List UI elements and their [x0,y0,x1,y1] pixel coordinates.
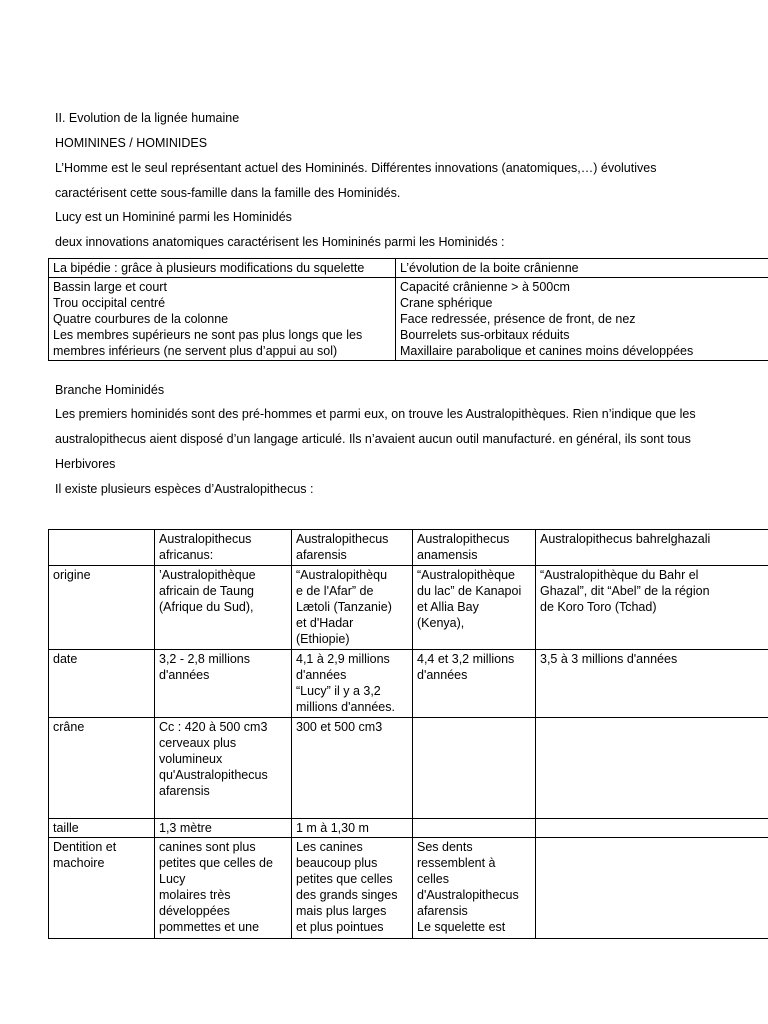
cell-line: Australopithecus bahrelghazali [540,532,711,546]
cell-line: Crane sphérique [400,296,493,310]
cell-line: (Afrique du Sud), [159,600,254,614]
table-cell [292,838,413,939]
cell-line: d'années [417,668,468,682]
table-cell [413,650,536,718]
cell-line: ressemblent à [417,856,496,870]
cell-line: crâne [53,720,85,734]
cell-line: Lætoli (Tanzanie) [296,600,392,614]
table-cell [49,718,155,819]
cell-line: Cc : 420 à 500 cm3 [159,720,268,734]
cell-line: développées [159,904,230,918]
table-cell-bipedie [49,278,396,361]
cell-line: d'années [159,668,210,682]
paragraph-line: deux innovations anatomiques caractérisent les Homininés parmi les Hominidés : [55,235,505,249]
cell-line: pommettes et une [159,920,260,934]
cell-line: canines sont plus [159,840,256,854]
cell-line: du lac” de Kanapoi [417,584,522,598]
table-cell [49,650,155,718]
subheading: HOMININES / HOMINIDES [55,136,208,150]
table-cell [536,819,768,838]
table-cell-crane [396,278,768,361]
cell-line: des grands singes [296,888,398,902]
cell-line: 1 m à 1,30 m [296,821,369,835]
table-cell [536,650,768,718]
cell-line: Bassin large et court [53,280,167,294]
table-cell [155,530,292,566]
cell-line: celles [417,872,449,886]
table-cell [413,566,536,650]
cell-line: Bourrelets sus-orbitaux réduits [400,328,570,342]
cell-line: 1,3 mètre [159,821,212,835]
table-cell [292,530,413,566]
table-cell [155,650,292,718]
table-row [49,278,768,361]
species-table [48,529,768,939]
cell-line: africanus: [159,548,214,562]
table-cell [292,566,413,650]
cell-line: “Australopithèque [417,568,515,582]
cell-line: d'Australopithecus [417,888,519,902]
table-cell [413,838,536,939]
table-cell [49,566,155,650]
paragraph-line: Il existe plusieurs espèces d’Australopithecus : [55,482,314,496]
cell-line: millions d'années. [296,700,395,714]
cell-line: Ghazal”, dit “Abel” de la région [540,584,710,598]
branch-title: Branche Hominidés [55,383,165,397]
cell-line: “Australopithèque du Bahr el [540,568,699,582]
table-cell [49,530,155,566]
table-header-cell: L’évolution de la boite crânienne [396,259,768,278]
cell-line: 4,1 à 2,9 millions [296,652,390,666]
cell-line: Lucy [159,872,186,886]
cell-line: petites que celles de [159,856,273,870]
table-row [49,650,768,718]
cell-line: ’Australopithèque [159,568,256,582]
cell-line: e de l'Afar” de [296,584,374,598]
paragraph-line: caractérisent cette sous-famille dans la famille des Hominidés. [55,186,401,200]
table-cell [536,566,768,650]
table-cell [155,718,292,819]
cell-line: cerveaux plus [159,736,237,750]
cell-line: Les canines [296,840,363,854]
paragraph-line: Les premiers hominidés sont des pré-hommes et parmi eux, on trouve les Australopithèques. Rien n’indique que les [55,407,696,421]
table-cell [155,838,292,939]
cell-line: de Koro Toro (Tchad) [540,600,657,614]
cell-line: et Allia Bay [417,600,479,614]
innovations-table [48,258,768,361]
table-cell [49,838,155,939]
paragraph-line: Lucy est un Homininé parmi les Hominidés [55,210,292,224]
cell-line: Les membres supérieurs ne sont pas plus longs que les [53,328,363,342]
table-cell [413,718,536,819]
table-cell [292,718,413,819]
table-cell [536,718,768,819]
cell-line: mais plus larges [296,904,387,918]
paragraph-line: Herbivores [55,457,116,471]
section-heading: II. Evolution de la lignée humaine [55,111,240,125]
table-cell [536,838,768,939]
cell-line: (Kenya), [417,616,465,630]
table-cell [413,819,536,838]
cell-line: taille [53,821,79,835]
paragraph-line: L’Homme est le seul représentant actuel des Homininés. Différentes innovations (anatomiques,…) évolutives [55,161,657,175]
cell-line: Australopithecus [417,532,510,546]
table-cell [413,530,536,566]
cell-line: “Australopithèqu [296,568,388,582]
cell-line: Quatre courbures de la colonne [53,312,229,326]
cell-line: afarensis [417,904,468,918]
cell-line: et plus pointues [296,920,384,934]
cell-line: Face redressée, présence de front, de nez [400,312,636,326]
cell-line: anamensis [417,548,478,562]
cell-line: beaucoup plus [296,856,378,870]
table-cell [155,566,292,650]
cell-line: membres inférieurs (ne servent plus d’appui au sol) [53,344,338,358]
cell-line: machoire [53,856,105,870]
cell-line: 3,2 - 2,8 millions [159,652,251,666]
cell-line: “Lucy” il y a 3,2 [296,684,381,698]
table-header-cell: La bipédie : grâce à plusieurs modifications du squelette [49,259,396,278]
cell-line: petites que celles [296,872,393,886]
cell-line: afarensis [159,784,210,798]
cell-line: (Ethiopie) [296,632,350,646]
cell-line: afarensis [296,548,347,562]
table-row [49,838,768,939]
cell-line: Le squelette est [417,920,506,934]
cell-line: d'années [296,668,347,682]
cell-line: Dentition et [53,840,117,854]
cell-line: 300 et 500 cm3 [296,720,383,734]
table-cell [292,819,413,838]
table-row [49,566,768,650]
table-row [49,819,768,838]
table-cell [292,650,413,718]
cell-line: et d'Hadar [296,616,354,630]
table-row [49,718,768,819]
cell-line: molaires très [159,888,231,902]
table-cell [155,819,292,838]
cell-line: qu'Australopithecus [159,768,268,782]
table-header-row [49,530,768,566]
cell-line: Capacité crânienne > à 500cm [400,280,570,294]
cell-line: volumineux [159,752,223,766]
cell-line: Australopithecus [159,532,252,546]
cell-line: date [53,652,78,666]
cell-line: origine [53,568,91,582]
cell-line: Australopithecus [296,532,389,546]
cell-line: 4,4 et 3,2 millions [417,652,515,666]
table-header-row [49,259,768,278]
cell-line: Ses dents [417,840,473,854]
cell-line: Trou occipital centré [53,296,166,310]
paragraph-line: australopithecus aient disposé d’un langage articulé. Ils n’avaient aucun outil manufacturé. en général, ils sont tous [55,432,691,446]
cell-line: Maxillaire parabolique et canines moins développées [400,344,694,358]
cell-line: 3,5 à 3 millions d'années [540,652,678,666]
table-cell [49,819,155,838]
table-cell [536,530,768,566]
cell-line: africain de Taung [159,584,254,598]
